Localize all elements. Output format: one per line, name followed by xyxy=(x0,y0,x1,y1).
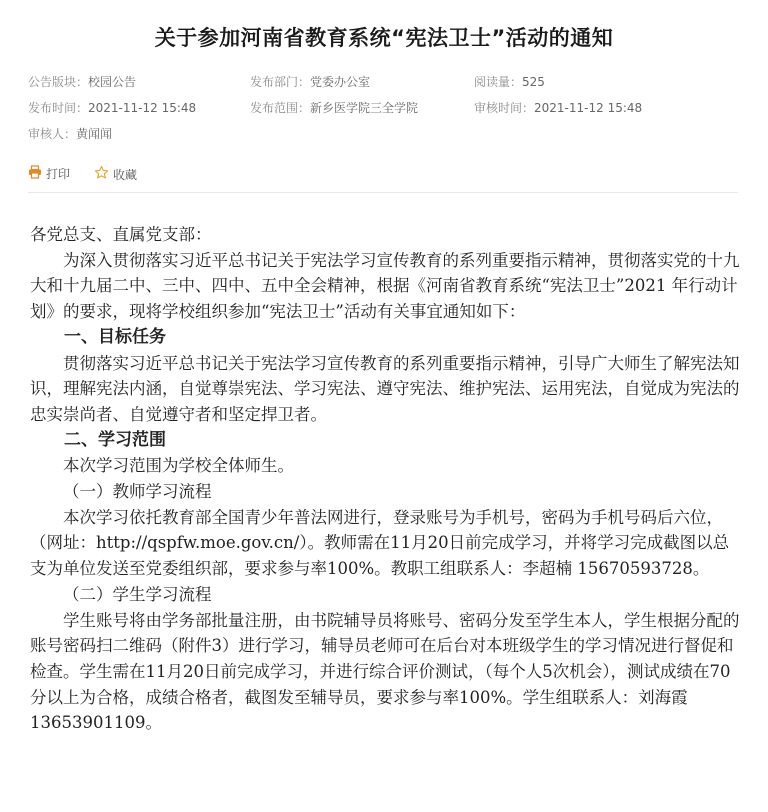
subsection-2-heading: （二）学生学习流程 xyxy=(63,584,212,604)
meta-scope-value: 新乡医学院三全学院 xyxy=(310,101,419,115)
section-2-heading: 二、学习范围 xyxy=(64,429,166,450)
meta-reads xyxy=(474,73,545,90)
meta-pub-time-value: 2021-11-12 15:48 xyxy=(88,101,197,115)
page-title: 关于参加河南省教育系统“宪法卫士”活动的通知 xyxy=(154,26,614,50)
subsection-2-body: 学生账号将由学务部批量注册，由书院辅导员将账号、密码分发至学生本人，学生根据分配的账号密码扫二维码（附件3）进行学习，辅导员老师可在后台对本班级学生的学习情况进行督促和检查。学生需在11月20日前完成学习，并进行综合评价测试，（每个人5次机会），测试成绩在70分以上为合格，成绩合格者，截图发至辅导员，要求参与率100%。学生组联系人：刘海霞 13653901109。 xyxy=(30,610,740,733)
meta-board xyxy=(28,73,136,90)
print-label: 打印 xyxy=(46,167,71,181)
print-button[interactable] xyxy=(28,165,70,182)
meta-auditor xyxy=(28,125,112,142)
meta-scope xyxy=(250,99,418,116)
notice-body xyxy=(30,222,744,736)
meta-audit-time-label: 审核时间： xyxy=(474,101,535,115)
meta-scope-label: 发布范围： xyxy=(250,101,311,115)
meta-reads-label: 阅读量： xyxy=(474,75,523,89)
meta-audit-time-value: 2021-11-12 15:48 xyxy=(534,101,643,115)
meta-board-label: 公告版块： xyxy=(28,75,89,89)
printer-icon xyxy=(28,165,46,182)
salutation: 各党总支、直属党支部： xyxy=(30,225,212,244)
meta-reads-value: 525 xyxy=(522,75,545,89)
favorite-label: 收藏 xyxy=(113,167,138,182)
meta-audit-time xyxy=(474,99,642,116)
section-2-body: 本次学习范围为学校全体师生。 xyxy=(63,456,294,476)
meta-pub-time-label: 发布时间： xyxy=(28,101,89,115)
subsection-1-heading: （一）教师学习流程 xyxy=(63,482,212,502)
meta-auditor-label: 审核人： xyxy=(28,127,77,141)
meta-pub-time xyxy=(28,99,196,116)
meta-auditor-value: 黄闻闻 xyxy=(76,127,113,141)
meta-board-value: 校园公告 xyxy=(88,75,137,89)
section-1-heading: 一、目标任务 xyxy=(64,326,166,347)
section-1-body: 贯彻落实习近平总书记关于宪法学习宣传教育的系列重要指示精神，引导广大师生了解宪法知识，理解宪法内涵，自觉尊崇宪法、学习宪法、遵守宪法、维护宪法、运用宪法，自觉成为宪法的忠实崇尚者、自觉遵守者和坚定捍卫者。 xyxy=(30,353,740,424)
meta-dept-label: 发布部门： xyxy=(250,75,311,89)
divider xyxy=(28,192,738,193)
star-icon xyxy=(94,165,113,183)
favorite-button[interactable] xyxy=(94,165,137,183)
intro-paragraph: 为深入贯彻落实习近平总书记关于宪法学习宣传教育的系列重要指示精神，贯彻落实党的十九大和十九届二中、三中、四中、五中全会精神，根据《河南省教育系统“宪法卫士”2021 年行动计划》的要求，现将学校组织参加“宪法卫士”活动有关事宜通知如下： xyxy=(30,250,740,322)
meta-dept-value: 党委办公室 xyxy=(310,75,371,89)
subsection-1-body: 本次学习依托教育部全国青少年普法网进行，登录账号为手机号，密码为手机号码后六位，（网址：http://qspfw.moe.gov.cn/）。教师需在11月20日前完成学习，并将学习完成截图以总支为单位发送至党委组织部，要求参与率100%。教职工组联系人：李超楠 15670593728。 xyxy=(30,507,730,579)
meta-dept xyxy=(250,73,370,90)
